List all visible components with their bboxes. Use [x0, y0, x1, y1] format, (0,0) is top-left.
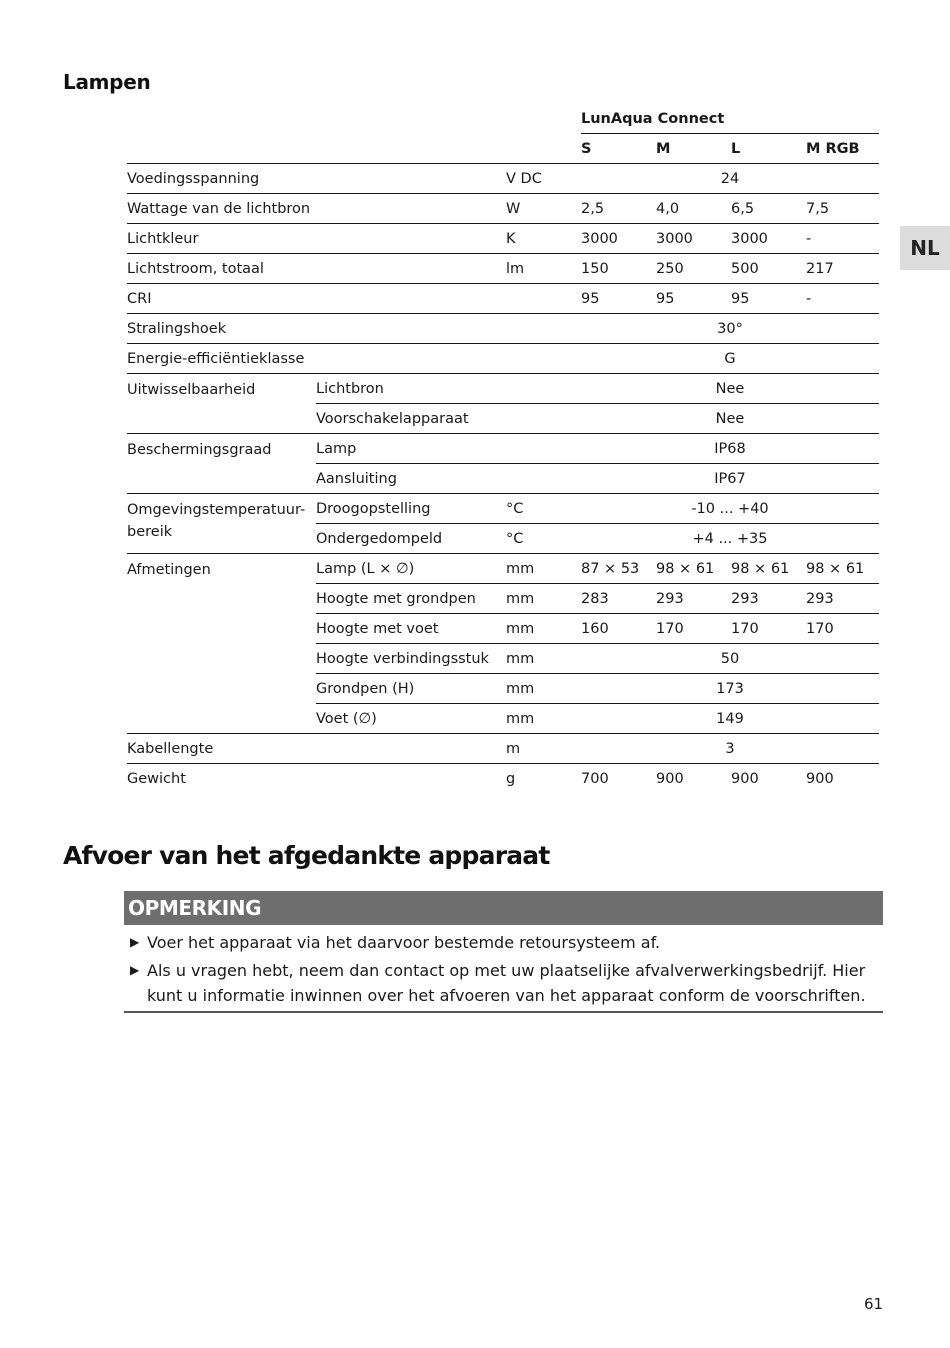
cell-value: -: [806, 284, 879, 314]
cell-value: 293: [656, 584, 731, 614]
cell-value: 293: [731, 584, 806, 614]
row-unit: mm: [506, 674, 581, 704]
row-label: Lichtkleur: [127, 224, 506, 254]
cell-value: 700: [581, 770, 609, 787]
cell-value: 500: [731, 254, 806, 284]
row-label: Omgevingstemperatuur-bereik: [127, 494, 316, 554]
language-tab: NL: [900, 226, 950, 270]
cell-value: 293: [806, 584, 879, 614]
table-row: [127, 314, 879, 344]
note-heading: OPMERKING: [124, 891, 883, 925]
row-sublabel: Aansluiting: [316, 464, 581, 494]
cell-value: 283: [581, 584, 656, 614]
row-sublabel: Lamp: [316, 434, 581, 464]
cell-value: 98 × 61: [656, 554, 731, 584]
row-sublabel: Droogopstelling: [316, 494, 506, 524]
section-title-lampen: Lampen: [63, 70, 151, 94]
cell-value: 2,5: [581, 194, 656, 224]
product-name: LunAqua Connect: [581, 104, 879, 134]
row-value: IP68: [581, 434, 879, 464]
cell-value: 87 × 53: [581, 554, 656, 584]
lamp-spec-table: [127, 104, 879, 793]
table-row: [127, 554, 879, 584]
row-value: -10 ... +40: [581, 494, 879, 524]
variant-header: S: [581, 134, 656, 164]
row-value: 24: [581, 164, 879, 194]
row-label: Afmetingen: [127, 554, 316, 734]
note-text: Voer het apparaat via het daarvoor bestemde retoursysteem af.: [147, 933, 661, 952]
note-list: [130, 930, 880, 1011]
variant-header: M: [656, 134, 731, 164]
cell-value: 95: [731, 284, 806, 314]
cell-value: 170: [806, 614, 879, 644]
page-number: 61: [864, 1295, 884, 1313]
cell-value: 150: [581, 254, 656, 284]
row-unit: [506, 284, 581, 314]
row-value: 30°: [581, 314, 879, 344]
note-text: Als u vragen hebt, neem dan contact op met uw plaatselijke afvalverwerkingsbedrijf. Hier kunt u informatie inwinnen over het afvoeren van het apparaat conform de voorschriften.: [147, 961, 866, 1005]
table-row: [127, 764, 879, 794]
cell-value: -: [806, 224, 879, 254]
cell-value: 900: [806, 770, 834, 787]
row-label: Beschermingsgraad: [127, 434, 316, 494]
table-row: [127, 224, 879, 254]
row-label: Uitwisselbaarheid: [127, 374, 316, 434]
arrow-right-icon: ▶: [130, 935, 140, 949]
row-value: 50: [581, 644, 879, 674]
row-sublabel: Hoogte met voet: [316, 614, 506, 644]
table-row: [127, 374, 879, 404]
row-label: Stralingshoek: [127, 314, 581, 344]
row-label: Energie-efficiëntieklasse: [127, 344, 581, 374]
list-item: [130, 930, 880, 955]
note-divider: [124, 1011, 883, 1013]
row-value: +4 ... +35: [581, 524, 879, 554]
row-value: G: [581, 344, 879, 374]
row-unit: mm: [506, 704, 581, 734]
table-row: [127, 284, 879, 314]
row-unit: mm: [506, 554, 581, 584]
row-value: 3: [581, 734, 879, 764]
section-title-afvoer: Afvoer van het afgedankte apparaat: [63, 841, 550, 870]
table-row: [127, 734, 879, 764]
row-unit: mm: [506, 584, 581, 614]
row-sublabel: Voorschakelapparaat: [316, 404, 581, 434]
cell-value: 3000: [656, 224, 731, 254]
row-unit: mm: [506, 614, 581, 644]
table-row: [127, 434, 879, 464]
row-sublabel: Voet (∅): [316, 704, 506, 734]
cell-value: 900: [731, 770, 759, 787]
table-row: [127, 254, 879, 284]
list-item: [130, 958, 880, 1008]
row-unit: m: [506, 734, 581, 764]
row-value: Nee: [581, 404, 879, 434]
table-row: [127, 494, 879, 524]
row-label: Gewicht: [127, 770, 186, 787]
row-label: Voedingsspanning: [127, 164, 506, 194]
row-unit: K: [506, 224, 581, 254]
cell-value: 900: [656, 770, 684, 787]
variant-header: M RGB: [806, 134, 879, 164]
row-unit: mm: [506, 644, 581, 674]
cell-value: 6,5: [731, 194, 806, 224]
cell-value: 170: [656, 614, 731, 644]
row-unit: V DC: [506, 164, 581, 194]
row-sublabel: Grondpen (H): [316, 674, 506, 704]
cell-value: 160: [581, 614, 656, 644]
row-sublabel: Ondergedompeld: [316, 524, 506, 554]
cell-value: 98 × 61: [731, 554, 806, 584]
arrow-right-icon: ▶: [130, 963, 140, 977]
row-value: IP67: [581, 464, 879, 494]
cell-value: 95: [581, 284, 656, 314]
row-unit: W: [506, 194, 581, 224]
row-unit: °C: [506, 524, 581, 554]
row-sublabel: Lamp (L × ∅): [316, 554, 506, 584]
table-row: [127, 164, 879, 194]
cell-value: 98 × 61: [806, 554, 879, 584]
row-sublabel: Hoogte verbindingsstuk: [316, 644, 506, 674]
table-row: [127, 344, 879, 374]
row-sublabel: Lichtbron: [316, 374, 581, 404]
cell-value: 3000: [731, 224, 806, 254]
cell-value: 7,5: [806, 194, 879, 224]
row-value: Nee: [581, 374, 879, 404]
cell-value: 95: [656, 284, 731, 314]
row-unit: lm: [506, 254, 581, 284]
row-value: 149: [581, 704, 879, 734]
table-header-variant-row: [127, 134, 879, 164]
row-label: Wattage van de lichtbron: [127, 194, 506, 224]
cell-value: 170: [731, 614, 806, 644]
cell-value: 250: [656, 254, 731, 284]
row-sublabel: Hoogte met grondpen: [316, 584, 506, 614]
table-row: [127, 194, 879, 224]
cell-value: 3000: [581, 224, 656, 254]
cell-value: 217: [806, 254, 879, 284]
variant-header: L: [731, 134, 806, 164]
row-unit: °C: [506, 494, 581, 524]
table-header-product-row: [127, 104, 879, 134]
cell-value: 4,0: [656, 194, 731, 224]
row-label: Lichtstroom, totaal: [127, 254, 506, 284]
row-label: CRI: [127, 284, 506, 314]
row-unit: g: [506, 770, 516, 787]
row-value: 173: [581, 674, 879, 704]
row-label: Kabellengte: [127, 734, 506, 764]
